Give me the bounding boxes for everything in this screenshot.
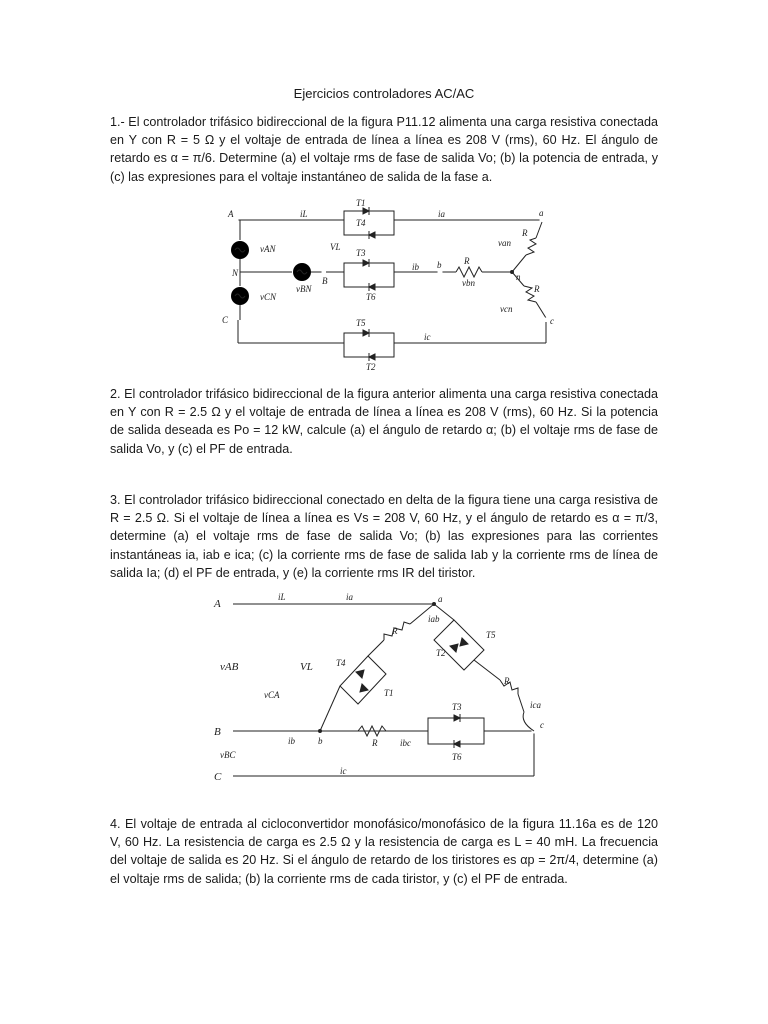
fig2-label-B: B: [214, 726, 221, 738]
fig1-label-vBN: vBN: [296, 284, 312, 294]
fig1-label-c: c: [550, 316, 554, 326]
fig1-label-b: b: [437, 260, 442, 270]
fig1-label-B: B: [322, 276, 328, 286]
fig1-label-R3: R: [534, 284, 540, 294]
fig1-label-A: A: [228, 209, 234, 219]
figure-2-circuit: [208, 594, 558, 790]
fig2-label-c: c: [540, 720, 544, 730]
fig2-label-T5: T5: [486, 630, 496, 640]
fig1-label-T6: T6: [366, 292, 376, 302]
fig1-label-T4: T4: [356, 218, 366, 228]
fig1-label-van: van: [498, 238, 511, 248]
fig2-label-R3: R: [504, 676, 510, 686]
fig2-label-ia: ia: [346, 592, 354, 602]
fig1-label-ic: ic: [424, 332, 431, 342]
exercise-1-text: 1.- El controlador trifásico bidireccional de la figura P11.12 alimenta una carga resistiva conectada en Y con R = 5 Ω y el voltaje de entrada de línea a línea es 208 V (rms), 60 Hz. El ángulo de retardo es α = π/6. Determine (a) el voltaje rms de fase de salida Vo; (b) la potencia de entrada, y (c) las expresiones para el voltaje instantáneo de salida de la fase a.: [110, 115, 658, 184]
fig1-label-iL: iL: [300, 209, 308, 219]
fig1-label-T1: T1: [356, 198, 366, 208]
document-title: Ejercicios controladores AC/AC: [293, 86, 475, 101]
fig2-label-C: C: [214, 771, 222, 783]
fig1-label-vCN: vCN: [260, 292, 277, 302]
fig1-label-ib: ib: [412, 262, 420, 272]
fig1-label-VL: VL: [330, 242, 341, 252]
fig2-label-vCA: vCA: [264, 690, 280, 700]
fig1-label-T2: T2: [366, 362, 376, 372]
fig1-label-vcn: vcn: [500, 304, 513, 314]
fig1-label-T5: T5: [356, 318, 366, 328]
fig2-label-ic: ic: [340, 766, 347, 776]
fig2-label-vBC: vBC: [220, 750, 236, 760]
fig1-label-T3: T3: [356, 248, 366, 258]
fig2-label-T3: T3: [452, 702, 462, 712]
fig1-label-N: N: [232, 268, 239, 278]
fig1-label-R1: R: [522, 228, 528, 238]
fig2-label-T2: T2: [436, 648, 446, 658]
exercise-4-text: 4. El voltaje de entrada al cicloconvertidor monofásico/monofásico de la figura 11.16a es de 120 V, 60 Hz. La resistencia de carga es 2.5 Ω y la resistencia de carga es L = 40 mH. La frecuencia del voltaje de salida es 20 Hz. Si el ángulo de retardo de los tiristores es αp = 2π/4, determine (a) el voltaje rms de salida; (b) la corriente rms de cada tiristor, y (c) el PF de entrada.: [110, 817, 658, 886]
fig1-label-R2: R: [464, 256, 470, 266]
fig1-label-a: a: [539, 208, 544, 218]
exercise-3-text: 3. El controlador trifásico bidireccional conectado en delta de la figura tiene una carga resistiva de R = 2.5 Ω. Si el voltaje de línea a línea es Vs = 208 V, 60 Hz, y el ángulo de retardo es α = π/3, determine (a) el voltaje rms de fase de salida Vo; (b) las expresiones para las corrientes instantáneas ia, iab e ica; (c) la corriente rms de fase de salida Iab y la corriente rms de línea de salida Ia; (d) el PF de entrada, y (e) la corriente rms IR del tiristor.: [110, 493, 658, 580]
exercise-2-text: 2. El controlador trifásico bidireccional de la figura anterior alimenta una carga resistiva conectada en Y con R = 2.5 Ω y el voltaje de entrada de línea a línea es 208 V (rms), 60 Hz. Si la potencia de salida deseada es Po = 12 kW, calcule (a) el ángulo de retardo α; (b) el voltaje rms de fase de salida Vo, y (c) el PF de entrada.: [110, 387, 658, 456]
fig2-label-R2: R: [372, 738, 378, 748]
fig2-label-R1: R: [392, 626, 398, 636]
fig1-label-ia: ia: [438, 209, 446, 219]
fig2-label-T4: T4: [336, 658, 346, 668]
fig1-label-n: n: [516, 272, 521, 282]
fig1-label-vAN: vAN: [260, 244, 276, 254]
fig2-label-ib: ib: [288, 736, 296, 746]
fig2-label-iL: iL: [278, 592, 286, 602]
fig1-label-C: C: [222, 315, 229, 325]
figure-1-circuit: [222, 198, 556, 372]
fig2-label-ibc: ibc: [400, 738, 411, 748]
fig1-label-vbn: vbn: [462, 278, 475, 288]
fig2-label-vAB: vAB: [220, 661, 239, 673]
fig2-label-a: a: [438, 594, 443, 604]
fig2-label-T6: T6: [452, 752, 462, 762]
fig2-label-iab: iab: [428, 614, 440, 624]
fig2-label-A: A: [214, 598, 221, 610]
fig2-label-T1: T1: [384, 688, 394, 698]
fig2-label-ica: ica: [530, 700, 541, 710]
fig2-label-VL: VL: [300, 661, 313, 673]
fig2-label-b: b: [318, 736, 323, 746]
